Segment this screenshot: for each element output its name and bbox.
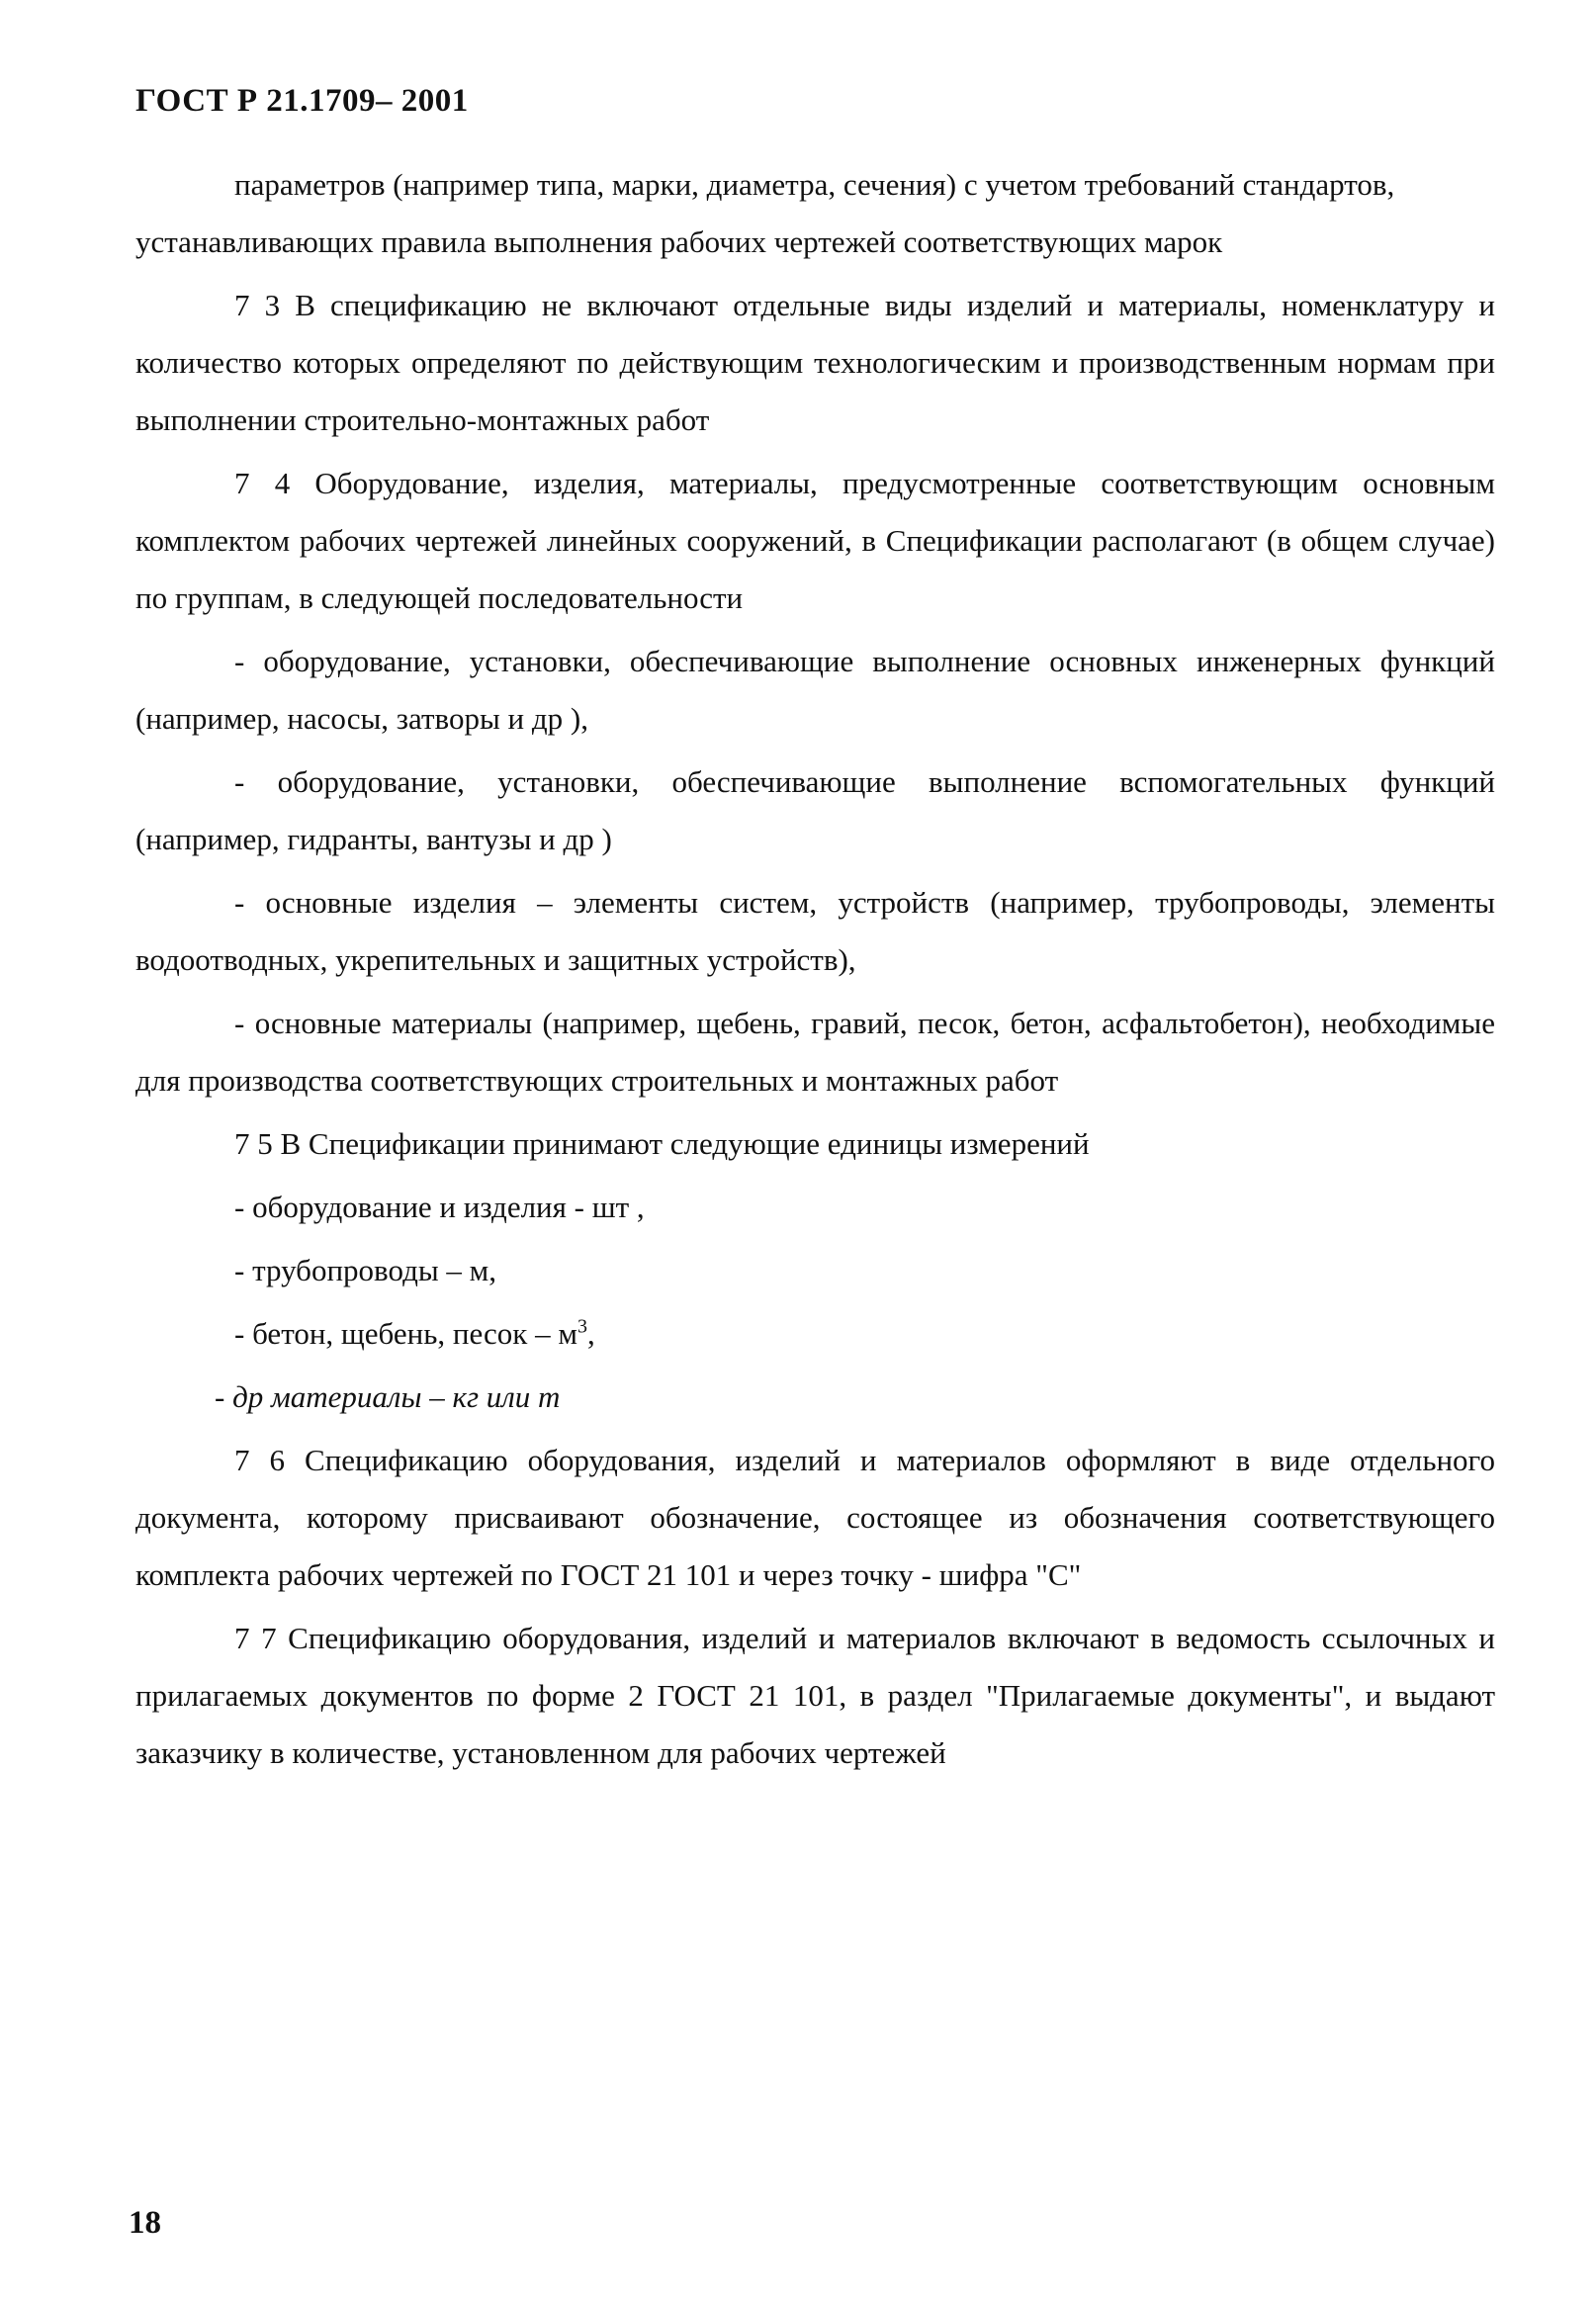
paragraph-7-5: 7 5 В Спецификации принимают следующие единицы измерений [234,1126,1090,1161]
unit-other-materials: - др материалы – кг или т [215,1379,561,1414]
unit-equipment: - оборудование и изделия - шт , [234,1190,645,1224]
list-item-auxiliary-equipment: - оборудование, установки, обеспечивающие выполнение вспомогательных функций (например, гидранты, вантузы и др ) [135,764,1495,856]
unit-cubic-superscript: 3 [576,1315,587,1338]
paragraph-7-3: 7 3 В спецификацию не включают отдельные виды изделий и материалы, номенклатуру и количество которых определяют по действующим технологическим и производственным нормам при выполнении строительно-монтажных работ [135,288,1495,437]
unit-pipelines: - трубопроводы – м, [234,1253,497,1287]
page-number: 18 [129,2205,161,2241]
list-item-main-products: - основные изделия – элементы систем, устройств (например, трубопроводы, элементы водоотводных, укрепительных и защитных устройств), [135,885,1495,977]
unit-concrete-text: - бетон, щебень, песок – м [234,1316,577,1351]
standard-header: ГОСТ Р 21.1709– 2001 [135,83,469,119]
unit-concrete-tail: , [586,1316,595,1351]
list-item-main-equipment: - оборудование, установки, обеспечивающие выполнение основных инженерных функций (например, насосы, затворы и др ), [135,644,1495,736]
unit-concrete [135,1305,1495,1363]
paragraph-7-6: 7 6 Спецификацию оборудования, изделий и материалов оформляют в виде отдельного документа, которому присваивают обозначение, состоящее из обозначения соответствующего комплекта рабочих чертежей по ГОСТ 21 101 и через точку - шифра "С" [135,1443,1495,1592]
document-body [135,156,1495,1782]
list-item-main-materials: - основные материалы (например, щебень, гравий, песок, бетон, асфальтобетон), необходимые для производства соответствующих строительных и монтажных работ [135,1006,1495,1098]
paragraph-7-2-continuation-end: устанавливающих правила выполнения рабочих чертежей соответствующих марок [135,224,1223,259]
paragraph-7-7: 7 7 Спецификацию оборудования, изделий и материалов включают в ведомость ссылочных и прилагаемых документов по форме 2 ГОСТ 21 101, в раздел "Прилагаемые документы", и выдают заказчику в количестве, установленном для рабочих чертежей [135,1621,1495,1770]
paragraph-7-4: 7 4 Оборудование, изделия, материалы, предусмотренные соответствующим основным комплектом рабочих чертежей линейных сооружений, в Спецификации располагают (в общем случае) по группам, в следующей последовательности [135,466,1495,615]
paragraph-7-2-continuation: параметров (например типа, марки, диаметра, сечения) с учетом требований стандартов, [234,167,1395,202]
